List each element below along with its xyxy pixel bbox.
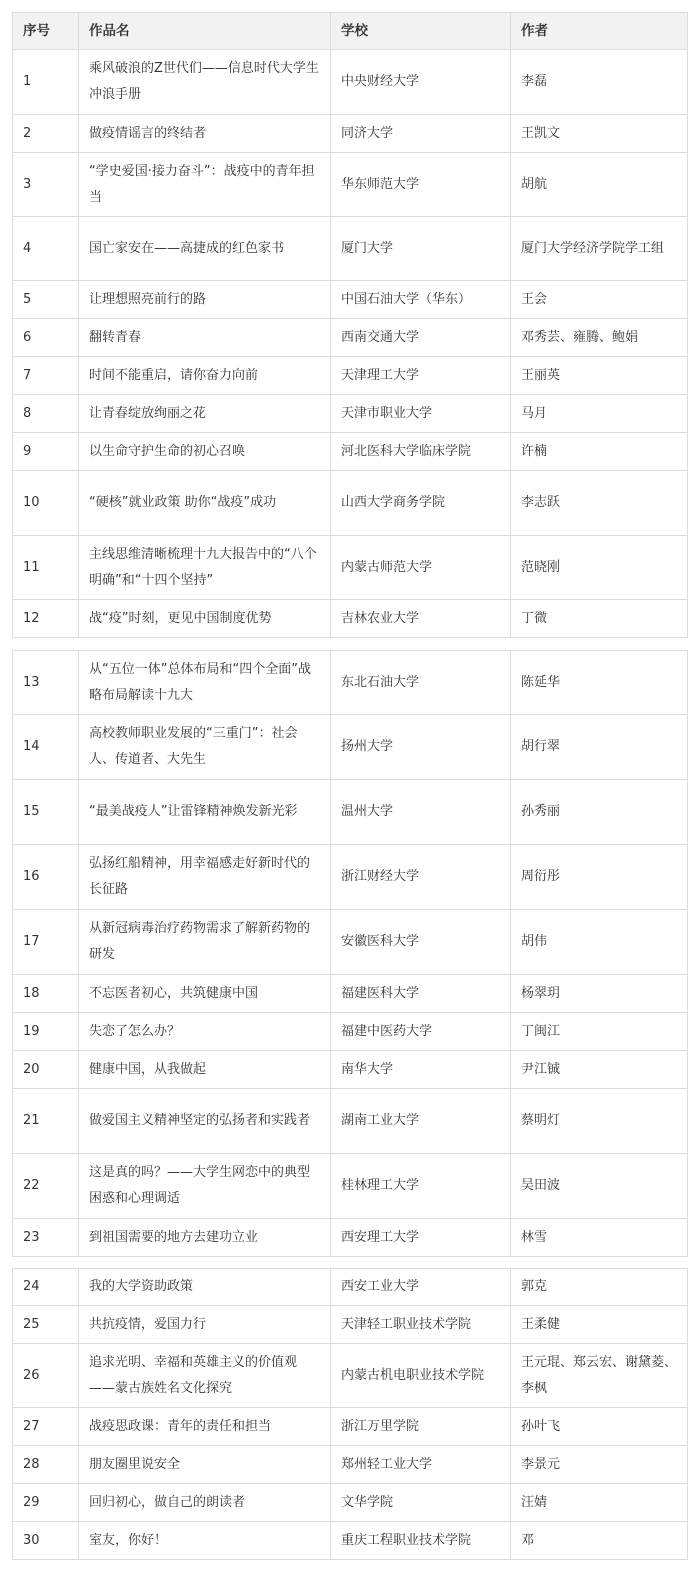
- row-author: 吴田波: [511, 1154, 688, 1218]
- row-title: 让青春绽放绚丽之花: [79, 395, 331, 432]
- row-author: 丁闽江: [511, 1013, 688, 1050]
- row-author: 杨翠玥: [511, 975, 688, 1012]
- row-title: 战“疫”时刻，更见中国制度优势: [79, 600, 331, 637]
- row-school: 中央财经大学: [331, 50, 511, 114]
- row-author: 胡航: [511, 153, 688, 216]
- row-author: 王丽英: [511, 357, 688, 394]
- row-author: 王会: [511, 281, 688, 318]
- row-school: 浙江财经大学: [331, 845, 511, 909]
- row-number: 10: [12, 471, 79, 535]
- row-school: 内蒙古机电职业技术学院: [331, 1344, 511, 1407]
- row-school: 温州大学: [331, 780, 511, 844]
- table-row: [12, 780, 688, 845]
- row-title: 不忘医者初心，共筑健康中国: [79, 975, 331, 1012]
- row-number: 25: [12, 1306, 79, 1343]
- row-title: 做疫情谣言的终结者: [79, 115, 331, 152]
- row-number: 21: [12, 1089, 79, 1153]
- row-number: 2: [12, 115, 79, 152]
- row-school: 天津市职业大学: [331, 395, 511, 432]
- row-school: 文华学院: [331, 1484, 511, 1521]
- row-number: 23: [12, 1219, 79, 1256]
- header-school: 学校: [331, 13, 511, 49]
- table-row: [12, 50, 688, 115]
- row-title: 做爱国主义精神坚定的弘扬者和实践者: [79, 1089, 331, 1153]
- row-school: 福建医科大学: [331, 975, 511, 1012]
- row-title: 健康中国，从我做起: [79, 1051, 331, 1088]
- table-row: [12, 1051, 688, 1089]
- table-row: [12, 281, 688, 319]
- table-row: [12, 975, 688, 1013]
- row-number: 8: [12, 395, 79, 432]
- row-author: 孙叶飞: [511, 1408, 688, 1445]
- row-author: 胡行翠: [511, 715, 688, 779]
- row-number: 19: [12, 1013, 79, 1050]
- row-school: 天津轻工职业技术学院: [331, 1306, 511, 1343]
- row-number: 7: [12, 357, 79, 394]
- row-author: 李志跃: [511, 471, 688, 535]
- row-school: 西安工业大学: [331, 1269, 511, 1305]
- table-row: [12, 217, 688, 281]
- row-school: 内蒙古师范大学: [331, 536, 511, 599]
- row-school: 南华大学: [331, 1051, 511, 1088]
- row-title: 从“五位一体”总体布局和“四个全面”战略布局解读十九大: [79, 651, 331, 714]
- row-title: 回归初心，做自己的朗读者: [79, 1484, 331, 1521]
- table-row: [12, 1089, 688, 1154]
- row-number: 11: [12, 536, 79, 599]
- table-row: [12, 1446, 688, 1484]
- row-school: 福建中医药大学: [331, 1013, 511, 1050]
- row-author: 李磊: [511, 50, 688, 114]
- row-author: 王柔健: [511, 1306, 688, 1343]
- row-school: 厦门大学: [331, 217, 511, 280]
- table-row: [12, 395, 688, 433]
- row-number: 26: [12, 1344, 79, 1407]
- row-number: 15: [12, 780, 79, 844]
- row-title: 追求光明、幸福和英雄主义的价值观——蒙古族姓名文化探究: [79, 1344, 331, 1407]
- row-author: 丁微: [511, 600, 688, 637]
- row-author: 王凯文: [511, 115, 688, 152]
- row-title: 以生命守护生命的初心召唤: [79, 433, 331, 470]
- table-row: [12, 715, 688, 780]
- table-row: [12, 471, 688, 536]
- row-school: 安徽医科大学: [331, 910, 511, 974]
- table-row: [12, 1344, 688, 1408]
- row-school: 山西大学商务学院: [331, 471, 511, 535]
- table-row: [12, 1306, 688, 1344]
- table-row: [12, 1522, 688, 1560]
- row-title: 这是真的吗？——大学生网恋中的典型困惑和心理调适: [79, 1154, 331, 1218]
- row-title: 让理想照亮前行的路: [79, 281, 331, 318]
- row-author: 孙秀丽: [511, 780, 688, 844]
- table-row: [12, 1219, 688, 1257]
- row-number: 3: [12, 153, 79, 216]
- row-school: 西安理工大学: [331, 1219, 511, 1256]
- row-school: 湖南工业大学: [331, 1089, 511, 1153]
- table-row: [12, 536, 688, 600]
- row-school: 郑州轻工业大学: [331, 1446, 511, 1483]
- row-author: 林雪: [511, 1219, 688, 1256]
- row-author: 陈延华: [511, 651, 688, 714]
- table-row: [12, 1013, 688, 1051]
- row-author: 邓: [511, 1522, 688, 1559]
- table-row: [12, 650, 688, 715]
- row-school: 华东师范大学: [331, 153, 511, 216]
- row-author: 蔡明灯: [511, 1089, 688, 1153]
- table-row: [12, 1268, 688, 1306]
- row-number: 4: [12, 217, 79, 280]
- row-author: 汪婧: [511, 1484, 688, 1521]
- row-number: 27: [12, 1408, 79, 1445]
- row-number: 14: [12, 715, 79, 779]
- row-title: 高校教师职业发展的“三重门”：社会人、传道者、大先生: [79, 715, 331, 779]
- row-author: 周衍彤: [511, 845, 688, 909]
- row-author: 厦门大学经济学院学工组: [511, 217, 688, 280]
- header-number: 序号: [12, 13, 79, 49]
- row-school: 桂林理工大学: [331, 1154, 511, 1218]
- row-number: 16: [12, 845, 79, 909]
- table-row: [12, 1484, 688, 1522]
- row-number: 13: [12, 651, 79, 714]
- row-author: 李景元: [511, 1446, 688, 1483]
- row-number: 28: [12, 1446, 79, 1483]
- row-author: 尹江铖: [511, 1051, 688, 1088]
- row-number: 29: [12, 1484, 79, 1521]
- row-author: 郭克: [511, 1269, 688, 1305]
- row-title: 战疫思政课：青年的责任和担当: [79, 1408, 331, 1445]
- row-title: 我的大学资助政策: [79, 1269, 331, 1305]
- table-row: [12, 319, 688, 357]
- row-title: 主线思维清晰梳理十九大报告中的“八个明确”和“十四个坚持”: [79, 536, 331, 599]
- table-row: [12, 910, 688, 975]
- row-number: 24: [12, 1269, 79, 1305]
- row-number: 12: [12, 600, 79, 637]
- row-school: 浙江万里学院: [331, 1408, 511, 1445]
- row-school: 东北石油大学: [331, 651, 511, 714]
- table-row: [12, 845, 688, 910]
- table-row: [12, 1408, 688, 1446]
- row-number: 17: [12, 910, 79, 974]
- row-author: 王元琨、郑云宏、谢黛菱、李枫: [511, 1344, 688, 1407]
- row-title: 乘风破浪的Z世代们——信息时代大学生冲浪手册: [79, 50, 331, 114]
- header-author: 作者: [511, 13, 688, 49]
- row-school: 天津理工大学: [331, 357, 511, 394]
- row-title: 翻转青春: [79, 319, 331, 356]
- row-title: 弘扬红船精神，用幸福感走好新时代的长征路: [79, 845, 331, 909]
- row-title: 共抗疫情，爱国力行: [79, 1306, 331, 1343]
- row-author: 范晓刚: [511, 536, 688, 599]
- row-school: 重庆工程职业技术学院: [331, 1522, 511, 1559]
- row-number: 6: [12, 319, 79, 356]
- row-author: 胡伟: [511, 910, 688, 974]
- row-title: 到祖国需要的地方去建功立业: [79, 1219, 331, 1256]
- header-title: 作品名: [79, 13, 331, 49]
- row-number: 20: [12, 1051, 79, 1088]
- row-title: “最美战疫人”让雷锋精神焕发新光彩: [79, 780, 331, 844]
- table-row: [12, 600, 688, 638]
- row-title: 失恋了怎么办？: [79, 1013, 331, 1050]
- row-title: 从新冠病毒治疗药物需求了解新药物的研发: [79, 910, 331, 974]
- row-title: 朋友圈里说安全: [79, 1446, 331, 1483]
- row-school: 吉林农业大学: [331, 600, 511, 637]
- table-row: [12, 153, 688, 217]
- row-number: 9: [12, 433, 79, 470]
- table-row: [12, 115, 688, 153]
- table-header-row: [12, 12, 688, 50]
- row-school: 河北医科大学临床学院: [331, 433, 511, 470]
- table-row: [12, 357, 688, 395]
- row-title: 国亡家安在——高捷成的红色家书: [79, 217, 331, 280]
- row-author: 许楠: [511, 433, 688, 470]
- row-number: 30: [12, 1522, 79, 1559]
- row-school: 西南交通大学: [331, 319, 511, 356]
- row-number: 22: [12, 1154, 79, 1218]
- row-author: 邓秀芸、雍腾、鲍娟: [511, 319, 688, 356]
- row-number: 1: [12, 50, 79, 114]
- row-title: “硬核”就业政策 助你“战疫”成功: [79, 471, 331, 535]
- row-number: 5: [12, 281, 79, 318]
- row-title: “学史爱国·接力奋斗”：战疫中的青年担当: [79, 153, 331, 216]
- row-title: 室友，你好！: [79, 1522, 331, 1559]
- row-author: 马月: [511, 395, 688, 432]
- table-row: [12, 433, 688, 471]
- row-title: 时间不能重启，请你奋力向前: [79, 357, 331, 394]
- row-school: 中国石油大学（华东）: [331, 281, 511, 318]
- row-school: 扬州大学: [331, 715, 511, 779]
- row-school: 同济大学: [331, 115, 511, 152]
- table-row: [12, 1154, 688, 1219]
- row-number: 18: [12, 975, 79, 1012]
